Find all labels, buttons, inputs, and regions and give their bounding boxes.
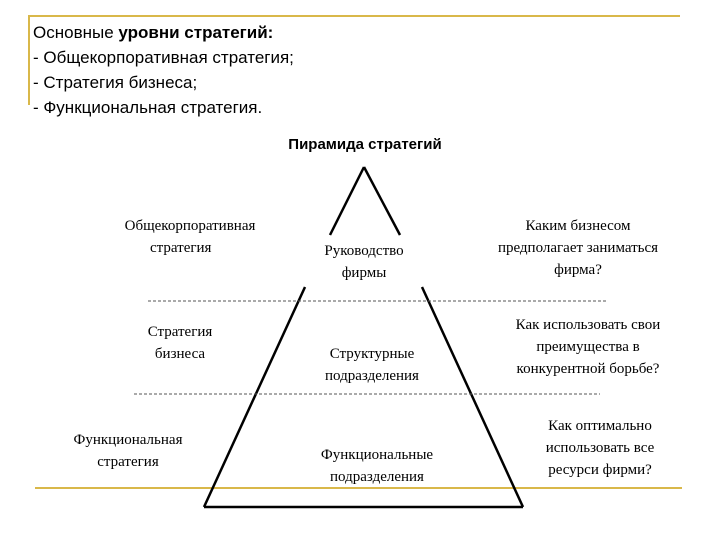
question-label-line: Как оптимально xyxy=(548,418,652,434)
question-label-functional xyxy=(520,415,680,481)
question-label-line: предполагает заниматься xyxy=(497,240,659,256)
unit-label-management xyxy=(302,240,426,284)
strategy-label-business xyxy=(120,321,240,365)
diagram-title: Пирамида стратегий xyxy=(288,136,442,153)
unit-label-line: Структурные xyxy=(329,346,415,362)
question-label-line: фирма? xyxy=(554,262,602,278)
unit-label-line: Функциональные xyxy=(320,447,434,463)
intro-item: - Общекорпоративная стратегия; xyxy=(33,48,294,67)
unit-label-line: подразделения xyxy=(325,368,419,384)
unit-label-line: подразделения xyxy=(330,469,424,485)
unit-label-functional xyxy=(297,444,457,488)
pyramid-left-top xyxy=(330,167,364,235)
strategy-label-line: бизнеса xyxy=(154,346,206,362)
strategy-label-line: стратегия xyxy=(150,240,212,256)
strategy-label-corporate xyxy=(100,215,280,259)
strategy-label-line: Общекорпоративная xyxy=(124,218,256,234)
question-label-line: конкурентной борьбе? xyxy=(516,361,660,377)
strategy-label-line: Функциональная xyxy=(73,432,183,448)
strategy-label-functional xyxy=(48,429,208,473)
intro-item: - Функциональная стратегия. xyxy=(33,98,263,117)
question-label-line: Как использовать свои xyxy=(515,317,661,333)
pyramid-right-top xyxy=(364,167,400,235)
question-label-corporate xyxy=(468,215,688,281)
unit-label-structural xyxy=(297,343,447,387)
question-label-line: ресурси фирми? xyxy=(548,462,652,478)
strategy-label-line: Стратегия xyxy=(147,324,213,340)
question-label-line: преимущества в xyxy=(536,339,640,355)
intro-item: - Стратегия бизнеса; xyxy=(33,73,198,92)
intro-bold: уровни стратегий: xyxy=(118,23,274,42)
question-label-line: использовать все xyxy=(545,440,655,456)
question-label-business xyxy=(478,314,698,380)
question-label-line: Каким бизнесом xyxy=(525,218,631,234)
unit-label-line: фирмы xyxy=(341,265,387,281)
pyramid-left-lower xyxy=(204,287,305,507)
strategy-label-line: стратегия xyxy=(97,454,159,470)
unit-label-line: Руководство xyxy=(324,243,404,259)
intro-prefix: Основные xyxy=(33,23,119,42)
